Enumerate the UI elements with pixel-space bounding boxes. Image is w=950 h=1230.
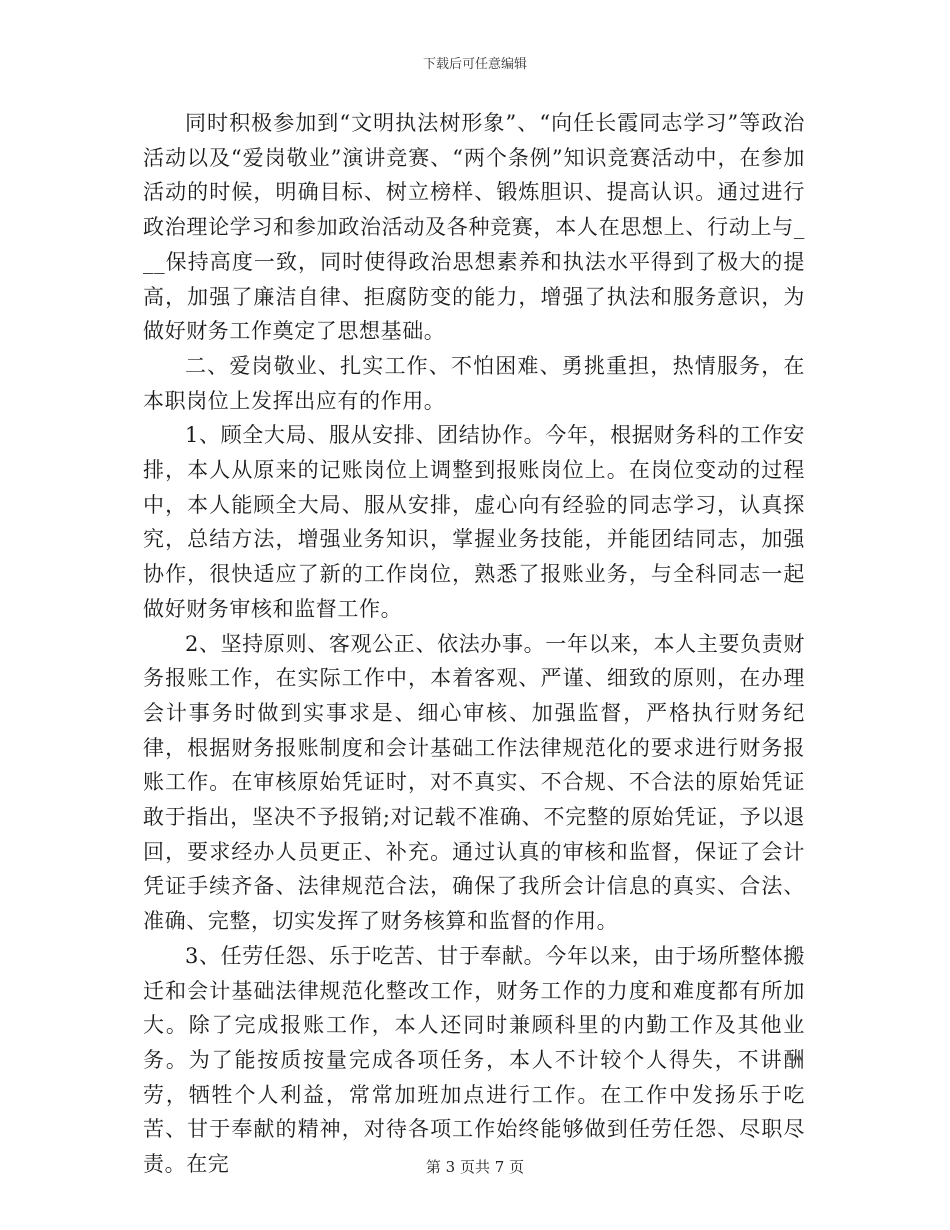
page-header: 下载后可任意编辑 bbox=[422, 57, 527, 72]
paragraph-political-activities: 同时积极参加到“文明执法树形象”、“向任长霞同志学习”等政治活动以及“爱岗敬业”演讲竞赛、“两个条例”知识竞赛活动中，在参加活动的时候，明确目标、树立榜样、锻炼胆识、提高认识。通过进行政治理论学习和参加政治活动及各种竞赛，本人在思想上、行动上与___保持高度一致，同时使得政治思想素养和执法水平得到了极大的提高，加强了廉洁自律、拒腐防变的能力，增强了执法和服务意识，为做好财务工作奠定了思想基础。 bbox=[143, 111, 805, 344]
document-body bbox=[143, 106, 805, 1182]
paragraph-point-one: 1、顾全大局、服从安排、团结协作。今年，根据财务科的工作安排，本人从原来的记账岗位上调整到报账岗位上。在岗位变动的过程中，本人能顾全大局、服从安排，虚心向有经验的同志学习，认真探究，总结方法，增强业务知识，掌握业务技能，并能团结同志，加强协作，很快适应了新的工作岗位，熟悉了报账业务，与全科同志一起做好财务审核和监督工作。 bbox=[143, 423, 805, 621]
paragraph-section-two-heading: 二、爱岗敬业、扎实工作、不怕困难、勇挑重担，热情服务，在本职岗位上发挥出应有的作用。 bbox=[143, 353, 805, 413]
paragraph-point-two: 2、坚持原则、客观公正、依法办事。一年以来，本人主要负责财务报账工作，在实际工作中，本着客观、严谨、细致的原则，在办理会计事务时做到实事求是、细心审核、加强监督，严格执行财务纪律，根据财务报账制度和会计基础工作法律规范化的要求进行财务报账工作。在审核原始凭证时，对不真实、不合规、不合法的原始凭证敢于指出，坚决不予报销;对记载不准确、不完整的原始凭证，予以退回，要求经办人员更正、补充。通过认真的审核和监督，保证了会计凭证手续齐备、法律规范合法，确保了我所会计信息的真实、合法、准确、完整，切实发挥了财务核算和监督的作用。 bbox=[143, 631, 805, 934]
page-number-footer: 第 3 页共 7 页 bbox=[425, 1158, 525, 1176]
paragraph-point-three: 3、任劳任怨、乐于吃苦、甘于奉献。今年以来，由于场所整体搬迁和会计基础法律规范化整改工作，财务工作的力度和难度都有所加大。除了完成报账工作，本人还同时兼顾科里的内勤工作及其他业务。为了能按质按量完成各项任务，本人不计较个人得失，不讲酬劳，牺牲个人利益，常常加班加点进行工作。在工作中发扬乐于吃苦、甘于奉献的精神，对待各项工作始终能够做到任劳任怨、尽职尽责。在完 bbox=[143, 943, 805, 1177]
